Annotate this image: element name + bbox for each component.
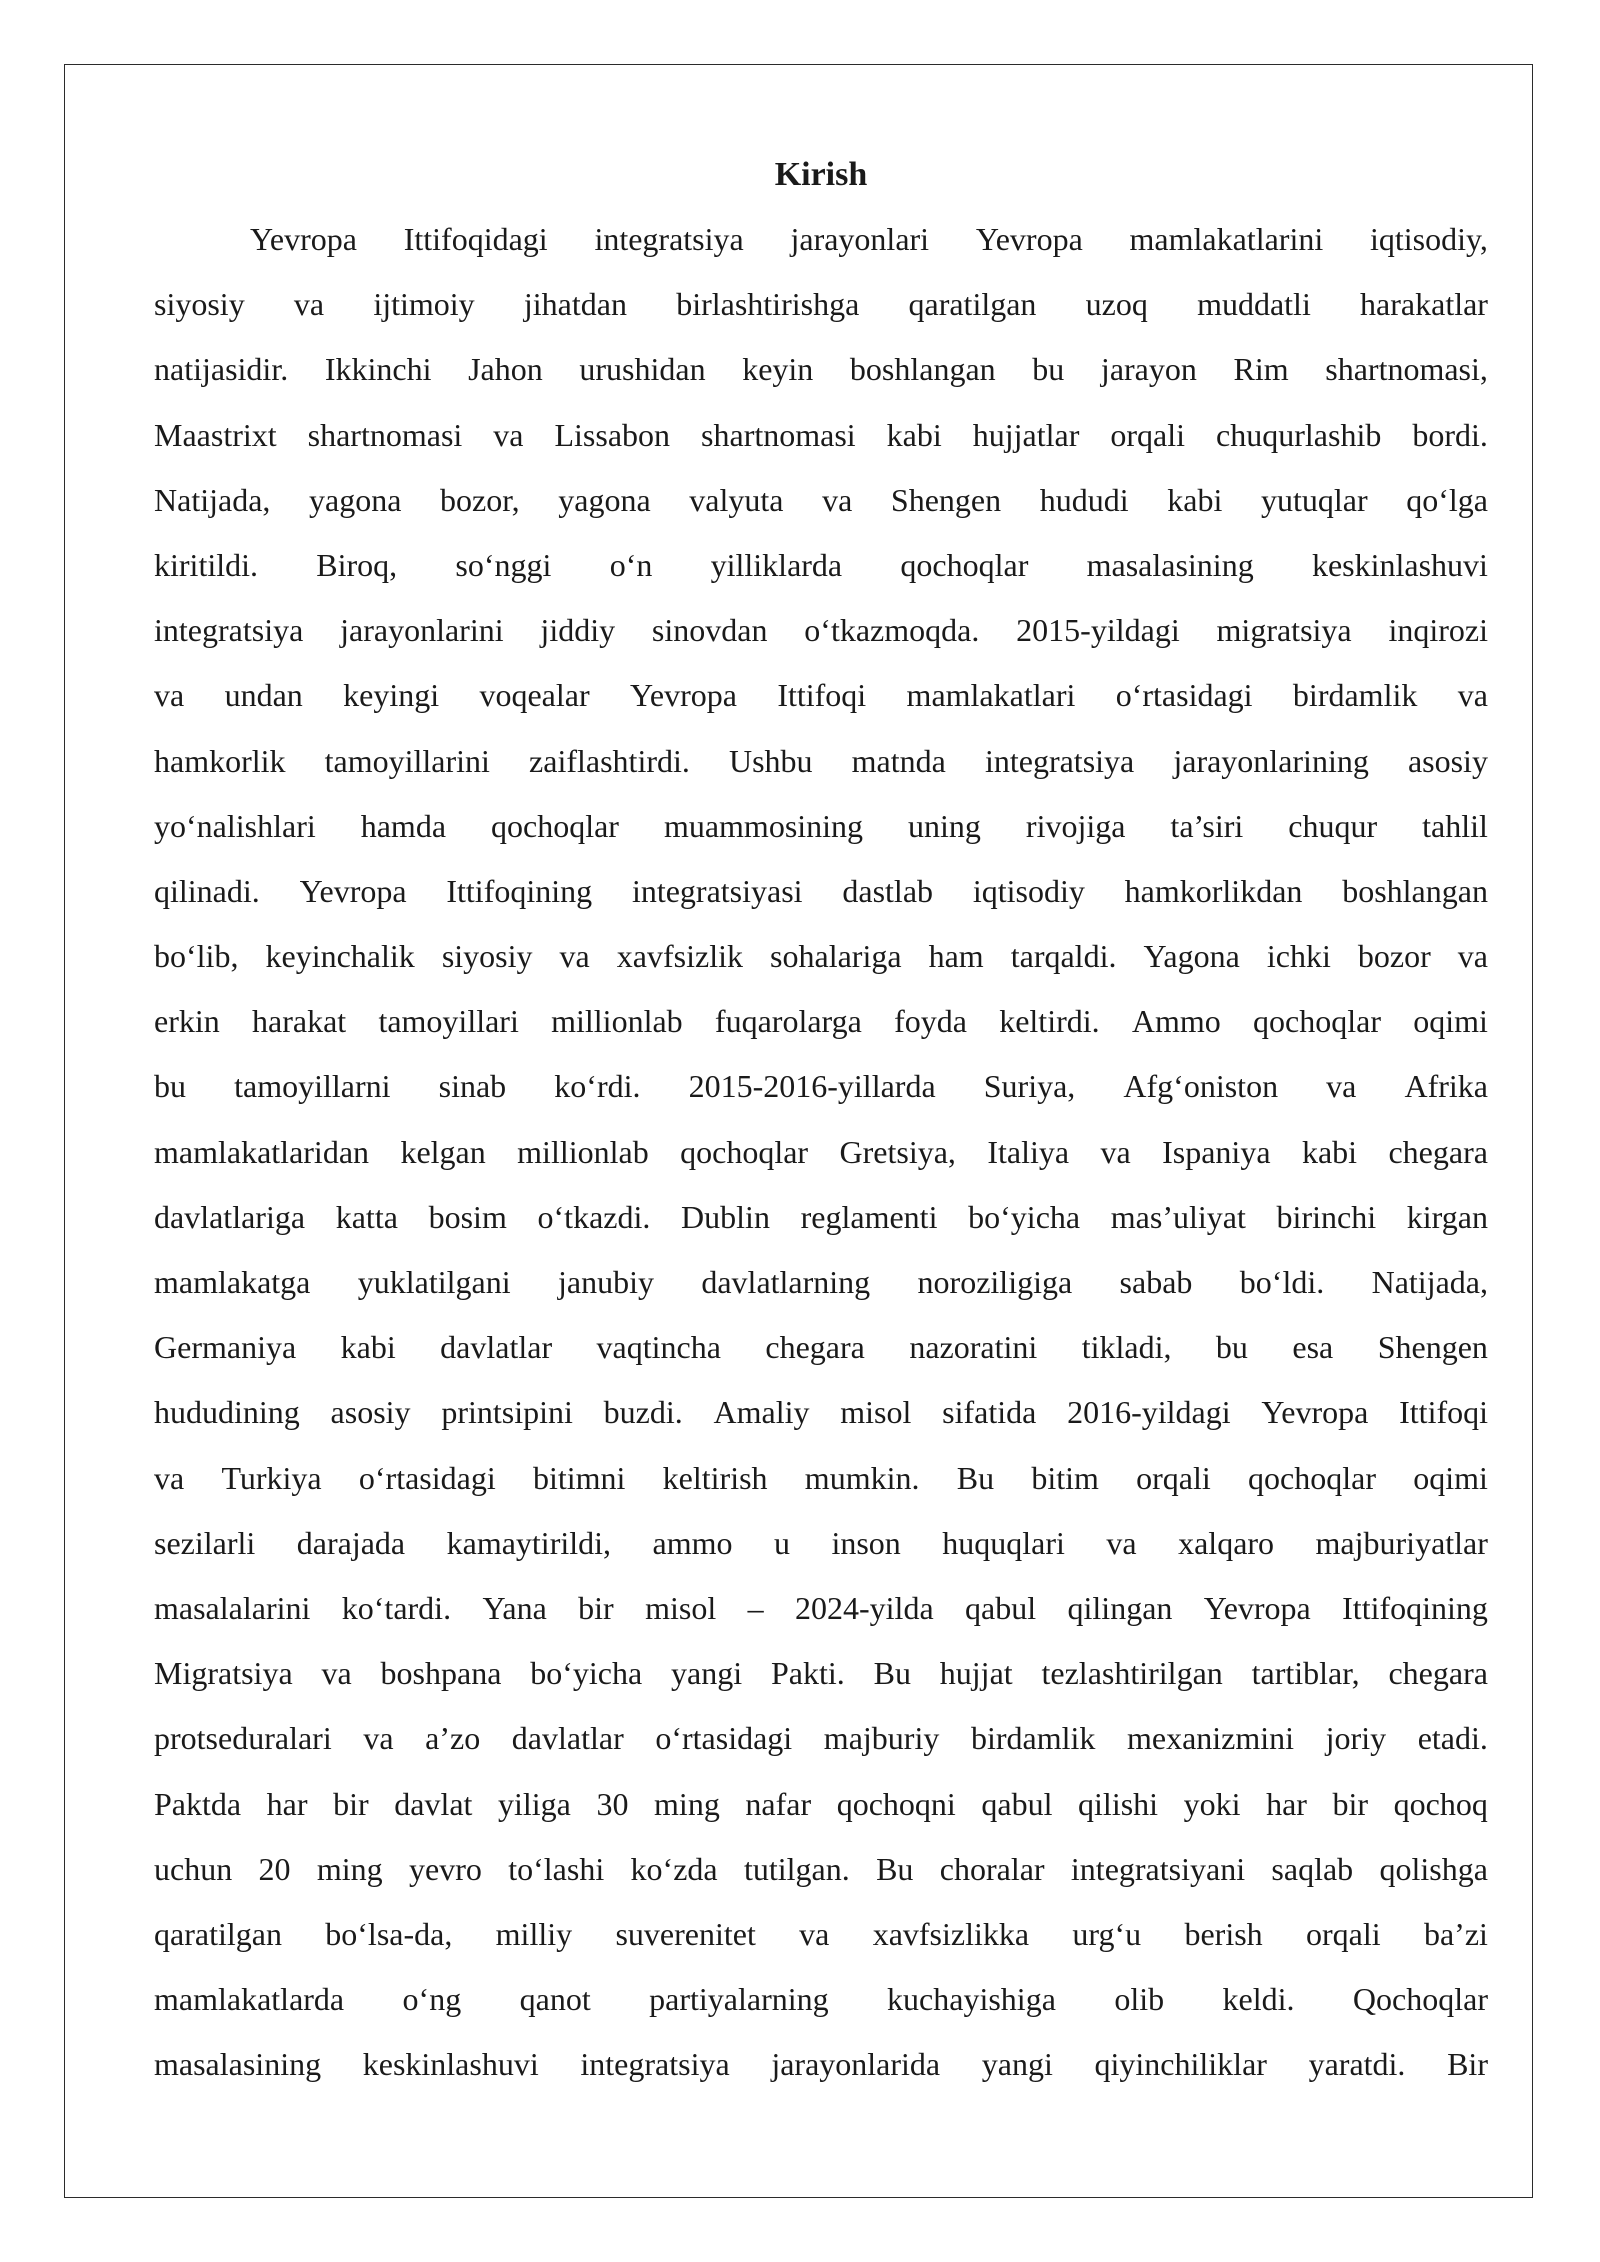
text-line: mamlakatlarda o‘ng qanot partiyalarning kuchayishiga olib keldi. Qochoqlar <box>154 1981 1488 2018</box>
text-line: protseduralari va a’zo davlatlar o‘rtasidagi majburiy birdamlik mexanizmini joriy etadi. <box>154 1720 1488 1757</box>
text-line: sezilarli darajada kamaytirildi, ammo u inson huquqlari va xalqaro majburiyatlar <box>154 1524 1488 1561</box>
text-line: Germaniya kabi davlatlar vaqtincha chegara nazoratini tikladi, bu esa Shengen <box>154 1329 1488 1366</box>
paragraph <box>154 207 1488 2097</box>
text-line: natijasidir. Ikkinchi Jahon urushidan keyin boshlangan bu jarayon Rim shartnomasi, <box>154 351 1488 388</box>
text-line: hamkorlik tamoyillarini zaiflashtirdi. Ushbu matnda integratsiya jarayonlarining asosiy <box>154 742 1488 779</box>
text-line: bu tamoyillarni sinab ko‘rdi. 2015-2016-yillarda Suriya, Afg‘oniston va Afrika <box>154 1068 1488 1105</box>
text-line: masalalarini ko‘tardi. Yana bir misol – 2024-yilda qabul qilingan Yevropa Ittifoqining <box>154 1589 1488 1626</box>
text-line: siyosiy va ijtimoiy jihatdan birlashtirishga qaratilgan uzoq muddatli harakatlar <box>154 286 1488 323</box>
text-line: va Turkiya o‘rtasidagi bitimni keltirish mumkin. Bu bitim orqali qochoqlar oqimi <box>154 1459 1488 1496</box>
text-line: mamlakatga yuklatilgani janubiy davlatlarning noroziligiga sabab bo‘ldi. Natijada, <box>154 1264 1488 1300</box>
text-line: yo‘nalishlari hamda qochoqlar muammosining uning rivojiga ta’siri chuqur tahlil <box>154 807 1488 844</box>
document-body <box>154 142 1488 2097</box>
text-line: masalasining keskinlashuvi integratsiya jarayonlarida yangi qiyinchiliklar yaratdi. Bir <box>154 2046 1488 2083</box>
text-line: Migratsiya va boshpana bo‘yicha yangi Pakti. Bu hujjat tezlashtirilgan tartiblar, chegara <box>154 1655 1488 1692</box>
text-line: Paktda har bir davlat yiliga 30 ming nafar qochoqni qabul qilishi yoki har bir qochoq <box>154 1785 1488 1822</box>
text-line: davlatlariga katta bosim o‘tkazdi. Dublin reglamenti bo‘yicha mas’uliyat birinchi kirgan <box>154 1198 1488 1235</box>
text-line: Yevropa Ittifoqidagi integratsiya jarayonlari Yevropa mamlakatlarini iqtisodiy, <box>250 221 1488 257</box>
text-line: va undan keyingi voqealar Yevropa Ittifoqi mamlakatlari o‘rtasidagi birdamlik va <box>154 677 1488 714</box>
text-line: kiritildi. Biroq, so‘nggi o‘n yilliklarda qochoqlar masalasining keskinlashuvi <box>154 546 1488 583</box>
document-title: Kirish <box>774 156 868 193</box>
text-line: hududining asosiy printsipini buzdi. Amaliy misol sifatida 2016-yildagi Yevropa Ittifoqi <box>154 1394 1488 1431</box>
text-line: uchun 20 ming yevro to‘lashi ko‘zda tutilgan. Bu choralar integratsiyani saqlab qolishga <box>154 1850 1488 1887</box>
text-line: Natijada, yagona bozor, yagona valyuta va Shengen hududi kabi yutuqlar qo‘lga <box>154 481 1488 518</box>
text-line: qilinadi. Yevropa Ittifoqining integratsiyasi dastlab iqtisodiy hamkorlikdan boshlangan <box>154 872 1488 909</box>
text-line: bo‘lib, keyinchalik siyosiy va xavfsizlik sohalariga ham tarqaldi. Yagona ichki bozor va <box>154 938 1488 975</box>
text-line: mamlakatlaridan kelgan millionlab qochoqlar Gretsiya, Italiya va Ispaniya kabi chegara <box>154 1133 1488 1170</box>
text-line: qaratilgan bo‘lsa-da, milliy suverenitet va xavfsizlikka urg‘u berish orqali ba’zi <box>154 1915 1488 1952</box>
text-line: integratsiya jarayonlarini jiddiy sinovdan o‘tkazmoqda. 2015-yildagi migratsiya inqirozi <box>154 612 1488 649</box>
text-line: Maastrixt shartnomasi va Lissabon shartnomasi kabi hujjatlar orqali chuqurlashib bordi. <box>154 416 1488 453</box>
text-line: erkin harakat tamoyillari millionlab fuqarolarga foyda keltirdi. Ammo qochoqlar oqimi <box>154 1003 1488 1040</box>
